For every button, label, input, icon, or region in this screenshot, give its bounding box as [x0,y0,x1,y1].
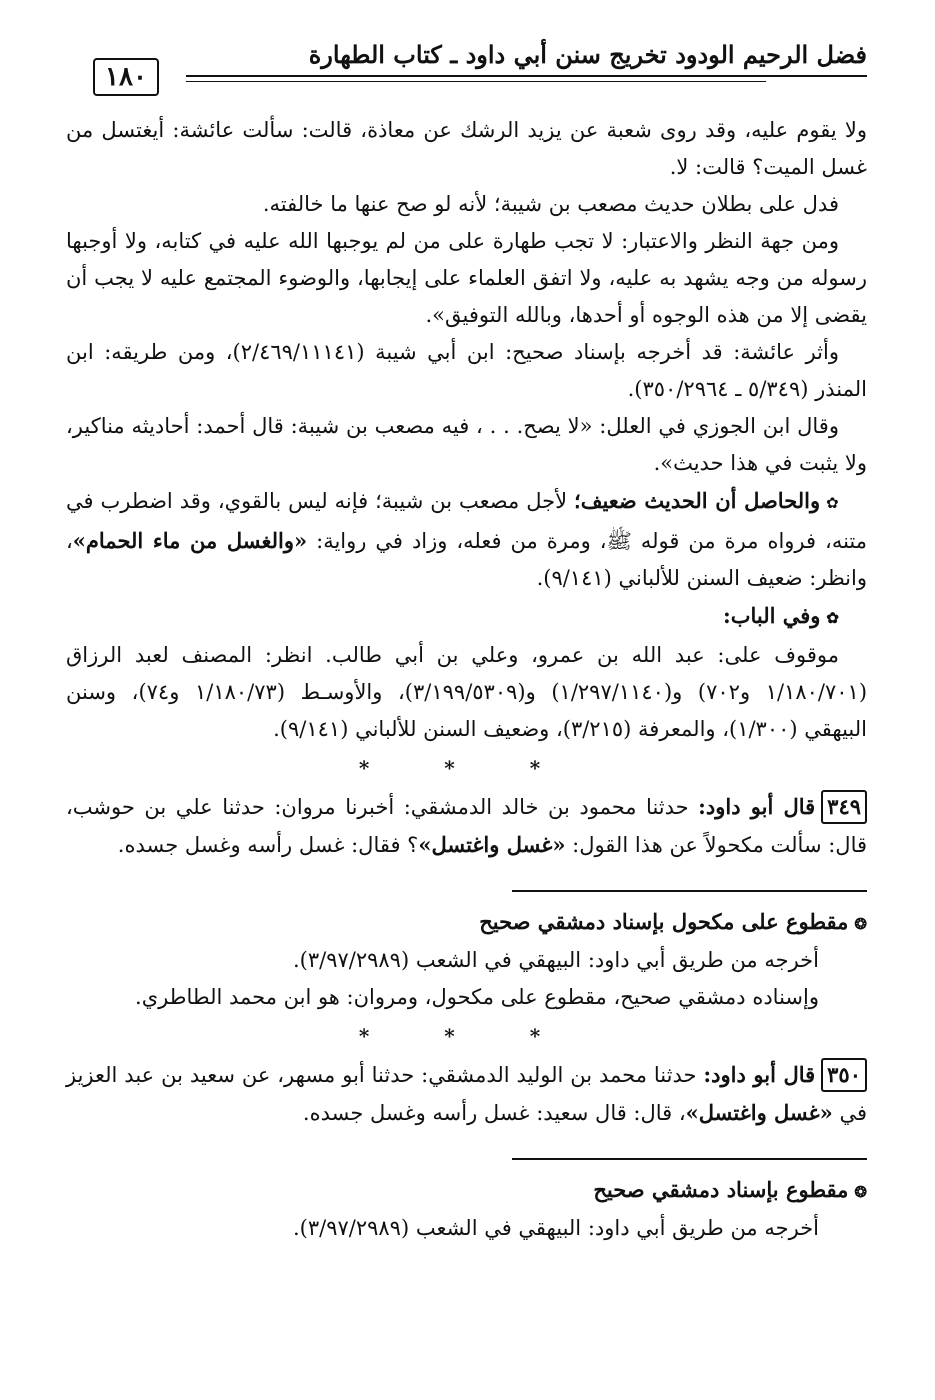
hadith-verdict [66,904,867,942]
paragraph-mark-icon: ✿ [826,609,839,627]
hadith-349 [66,788,867,864]
verdict-text: مقطوع على مكحول بإسناد دمشقي صحيح [479,909,849,934]
page-content [66,112,867,1247]
hadith-350 [66,1056,867,1132]
hadith-verdict [66,1172,867,1210]
paragraph: وأثر عائشة: قد أخرجه بإسناد صحيح: ابن أبي شيبة (٢/٤٦٩/١١١٤١)، ومن طريقه: ابن المنذر (٥/٣٤٩ ـ ٣٥٠/٢٩٦٤). [66,340,867,401]
takhrij-line: وإسناده دمشقي صحيح، مقطوع على مكحول، ومروان: هو ابن محمد الطاطري. [135,985,819,1009]
page-number: ١٨٠ [93,58,159,96]
paragraph-conclusion [66,482,867,597]
footnote-divider [512,890,867,892]
section-separator: * * * [358,1024,575,1048]
conclusion-text: لأجل مصعب بن شيبة؛ فإنه ليس بالقوي، وقد اضطرب في متنه، فرواه مرة من قوله ﷺ، ومرة من فعله، وزاد في رواية: [66,489,867,553]
paragraph: ومن جهة النظر والاعتبار: لا تجب طهارة على من لم يوجبها الله عليه في كتابه، ولا أوجبها رسوله من وجه يشهد به عليه، ولا اتفق العلماء على إيجابها، والوضوء المجتمع عليه لا يجب أن يقضى إلا من هذه الوجوه أو أحدها، وبالله التوفيق». [66,229,867,327]
paragraph-mark-icon: ✿ [826,494,839,512]
paragraph: ولا يقوم عليه، وقد روى شعبة عن يزيد الرشك عن معاذة، قالت: سألت عائشة: أيغتسل من غسل الميت؟ قالت: لا. [66,118,867,179]
verdict-text: مقطوع بإسناد دمشقي صحيح [593,1177,849,1202]
section-heading [66,597,867,637]
paragraph: وقال ابن الجوزي في العلل: «لا يصح. . . ، فيه مصعب بن شيبة: قال أحمد: أحاديثه مناكير، ولا يثبت في هذا حديث». [66,414,867,475]
verdict-bullet-icon: ❂ [854,1183,867,1201]
page-header [66,40,867,100]
hadith-number: ٣٤٩ [821,790,867,824]
footnote-divider [512,1158,867,1160]
hadith-number: ٣٥٠ [821,1058,867,1092]
paragraph: فدل على بطلان حديث مصعب بن شيبة؛ لأنه لو صح عنها ما خالفته. [262,192,839,216]
verdict-bullet-icon: ❂ [854,915,867,933]
hadith-speaker: قال أبو داود: [698,794,816,819]
hadith-speaker: قال أبو داود: [703,1062,816,1087]
paragraph: موقوف على: عبد الله بن عمرو، وعلي بن أبي طالب. انظر: المصنف لعبد الرزاق (١/١٨٠/٧٠١ و٧٠٢) و(١/٢٩٧/١١٤٠) و(٣/١٩٩/٥٣٠٩)، والأوسـط (١/١٨٠/٧٣ و٧٤)، وسنن البيهقي (١/٣٠٠)، والمعرفة (٣/٢١٥)، وضعيف السنن للألباني (٩/١٤١). [66,643,868,741]
conclusion-quote: «والغسل من ماء الحمام» [72,528,308,553]
hadith-text: ؟ فقال: غسل رأسه وغسل جسده. [117,833,419,857]
hadith-quote: «غسل واغتسل» [418,832,566,857]
hadith-text: ، قال: قال سعيد: غسل رأسه وغسل جسده. [302,1101,686,1125]
hadith-quote: «غسل واغتسل» [685,1100,833,1125]
hadith-text: حدثنا محمد بن الوليد الدمشقي: حدثنا أبو مسهر، عن سعيد بن عبد العزيز في [66,1063,867,1125]
section-separator: * * * [358,756,575,780]
running-title: فضل الرحيم الودود تخريج سنن أبي داود ـ كتاب الطهارة [308,40,867,69]
conclusion-end: ، وانظر: ضعيف السنن للألباني (٩/١٤١). [66,529,867,590]
takhrij-line: أخرجه من طريق أبي داود: البيهقي في الشعب (٣/٩٧/٢٩٨٩). [292,1216,819,1240]
page-number-frame [66,57,186,97]
section-heading-text: وفي الباب: [722,603,821,628]
hadith-text: حدثنا محمود بن خالد الدمشقي: أخبرنا مروان: حدثنا علي بن حوشب، قال: سألت مكحولاً عن هذا القول: [66,795,867,857]
conclusion-lead: والحاصل أن الحديث ضعيف؛ [574,488,821,513]
takhrij-line: أخرجه من طريق أبي داود: البيهقي في الشعب (٣/٩٧/٢٩٨٩). [292,948,819,972]
header-rule [66,75,867,77]
